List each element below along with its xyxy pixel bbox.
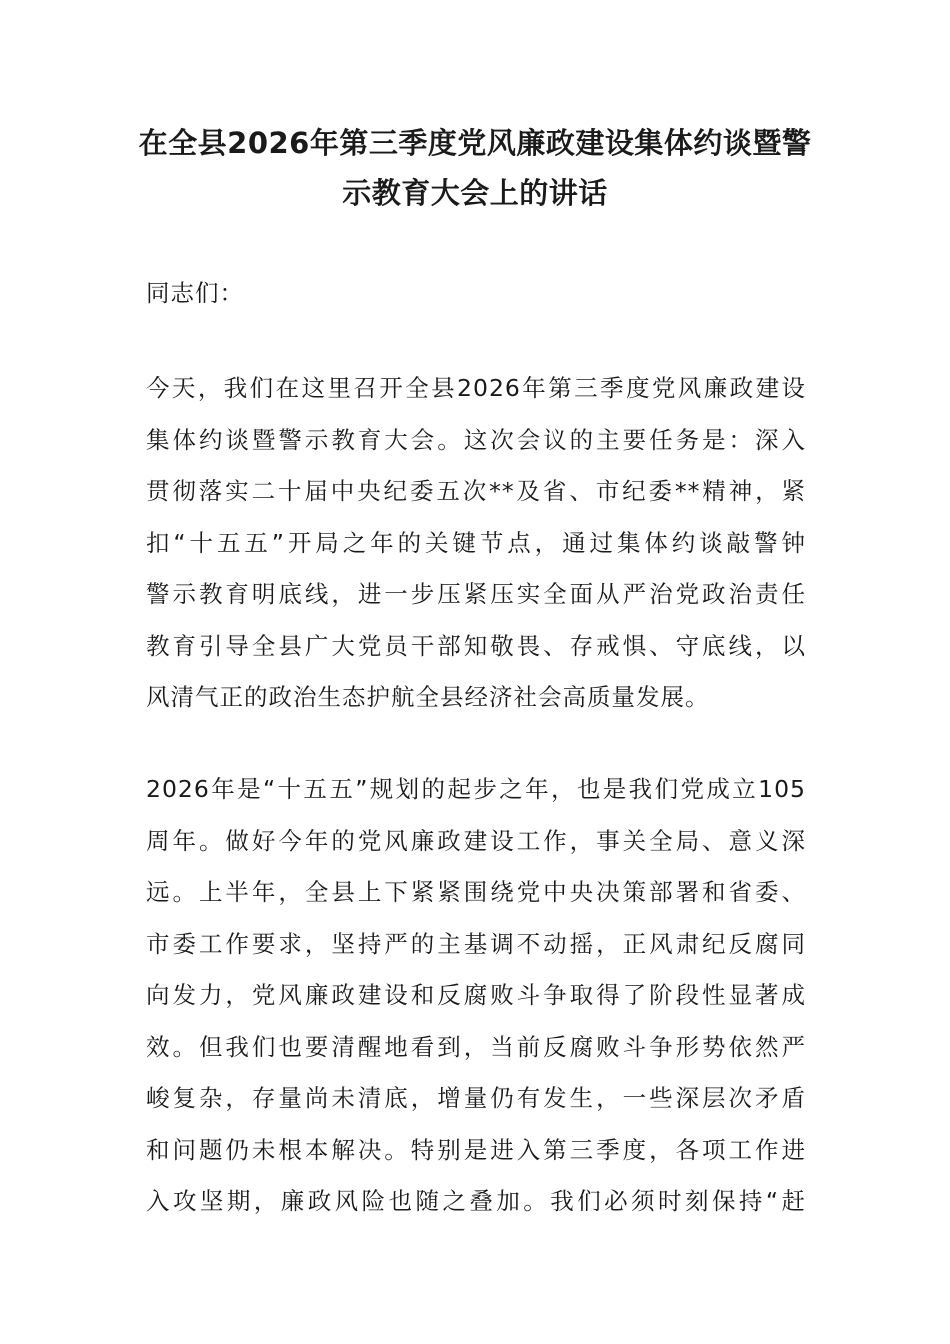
paragraph-line: 教育引导全县广大党员干部知敬畏、存戒惧、守底线，以 <box>146 631 806 660</box>
paragraph-2 <box>146 764 806 1228</box>
document-title <box>0 118 950 218</box>
paragraph-line: 远。上半年，全县上下紧紧围绕党中央决策部署和省委、 <box>146 878 806 906</box>
paragraph-line: 集体约谈暨警示教育大会。这次会议的主要任务是：深入 <box>146 425 806 454</box>
paragraph-line: 周年。做好今年的党风廉政建设工作，事关全局、意义深 <box>146 826 806 855</box>
paragraph-line: 入攻坚期，廉政风险也随之叠加。我们必须时刻保持“赶 <box>146 1187 806 1215</box>
paragraph-line: 风清气正的政治生态护航全县经济社会高质量发展。 <box>146 683 710 711</box>
paragraph-line: 峻复杂，存量尚未清底，增量仍有发生，一些深层次矛盾 <box>146 1084 806 1112</box>
paragraph-1 <box>146 363 806 724</box>
paragraph-line: 向发力，党风廉政建设和反腐败斗争取得了阶段性显著成 <box>146 981 806 1009</box>
salutation: 同志们： <box>146 279 244 307</box>
paragraph-line: 警示教育明底线，进一步压紧压实全面从严治党政治责任 <box>146 580 806 608</box>
paragraph-line: 今天，我们在这里召开全县2026年第三季度党风廉政建设 <box>146 374 806 402</box>
title-line-2: 示教育大会上的讲话 <box>342 176 608 210</box>
paragraph-line: 市委工作要求，坚持严的主基调不动摇，正风肃纪反腐同 <box>146 929 806 958</box>
paragraph-line: 扣“十五五”开局之年的关键节点，通过集体约谈敲警钟 <box>146 528 806 557</box>
paragraph-line: 2026年是“十五五”规划的起步之年，也是我们党成立105 <box>146 775 806 803</box>
paragraph-line: 效。但我们也要清醒地看到，当前反腐败斗争形势依然严 <box>146 1032 806 1061</box>
paragraph-line: 和问题仍未根本解决。特别是进入第三季度，各项工作进 <box>146 1135 806 1164</box>
paragraph-line: 贯彻落实二十届中央纪委五次**及省、市纪委**精神，紧 <box>146 477 806 505</box>
title-line-1: 在全县2026年第三季度党风廉政建设集体约谈暨警 <box>138 126 812 160</box>
